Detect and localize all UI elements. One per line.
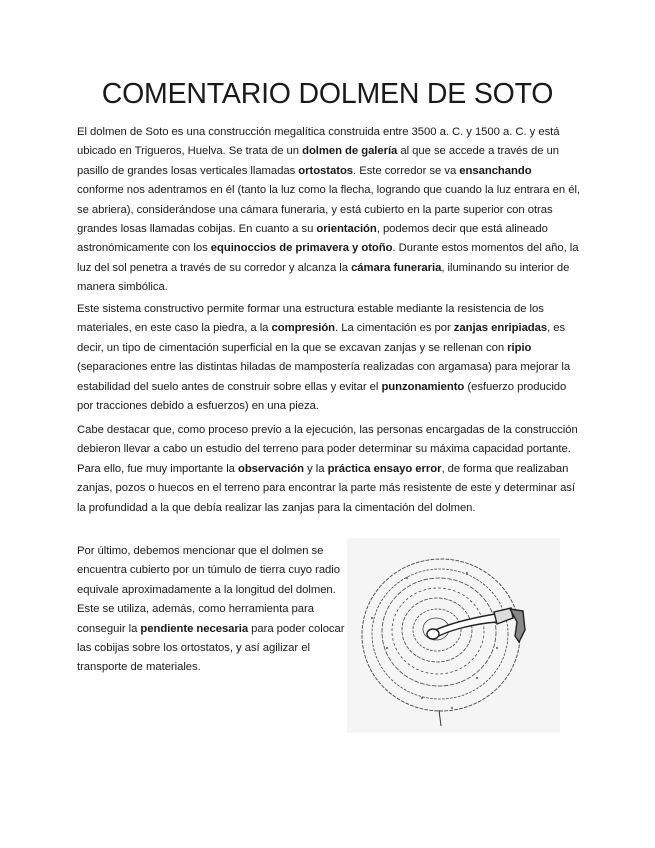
paragraph-3 <box>77 421 581 518</box>
text-run: Por último, debemos mencionar que el dolmen se encuentra cubierto por un túmulo de tierra cuyo radio equivale aproximadamente a la longitud del dolmen. Este se utiliza, además, como herramienta para conseguir la <box>77 545 340 635</box>
paragraph-2 <box>77 300 581 416</box>
text-run: El dolmen de Soto es una construcción megalítica construida entre 3500 a. C. y 1500 a. C. y está ubicado en Trigueros, Huelva. Se trata de un <box>77 126 560 158</box>
text-run: . La cimentación es por <box>335 322 454 335</box>
text-run: para poder colocar las cobijas sobre los ortostatos, y así agilizar el transporte de materiales. <box>77 622 345 674</box>
text-run: , de forma que realizaban zanjas, pozos o huecos en el terreno para encontrar la parte más resistente de este y determinar así la profundidad a la que debía realizar las zanjas para la cimentación del dolmen. <box>77 462 575 514</box>
text-run: al que se accede a través de un pasillo de grandes losas verticales llamadas <box>77 145 559 177</box>
emphasized-term: ripio <box>507 341 532 354</box>
text-run: (separaciones entre las distintas hiladas de mampostería realizadas con argamasa) para mejorar la estabilidad del suelo antes de construir sobre ellas y evitar el <box>77 361 571 393</box>
emphasized-term: orientación <box>316 223 377 236</box>
emphasized-term: pendiente necesaria <box>140 622 249 635</box>
text-run: Este sistema constructivo permite formar una estructura estable mediante la resistencia de los materiales, en este caso la piedra, a la <box>77 303 544 335</box>
emphasized-term: equinoccios de primavera y otoño <box>210 242 393 255</box>
dolmen-corridor <box>427 608 525 642</box>
text-run: conforme nos adentramos en él (tanto la luz como la flecha, logrando que cuando la luz entrara en él, se abriera), considerándose una cámara funeraria, y está cubierto en la parte superior con otras grandes losas llamadas cobijas. En cuanto a su <box>77 184 580 236</box>
emphasized-term: ortostatos <box>298 164 354 177</box>
tumulus-plan-drawing-icon <box>347 538 560 733</box>
emphasized-term: observación <box>237 462 304 475</box>
text-run: Cabe destacar que, como proceso previo a la ejecución, las personas encargadas de la construcción debieron llevar a cabo un estudio del terreno para poder determinar su máxima capacidad portante. Para ello, fue muy importante la <box>77 424 578 475</box>
emphasized-term: cámara funeraria <box>351 261 442 274</box>
text-run: , podemos decir que está alineado astronómicamente con los <box>77 223 548 255</box>
text-run: , es decir, un tipo de cimentación superficial en la que se excavan zanjas y se rellenan con <box>77 322 566 354</box>
emphasized-term: compresión <box>271 322 336 335</box>
emphasized-term: ensanchando <box>459 164 532 177</box>
emphasized-term: dolmen de galería <box>302 145 398 158</box>
emphasized-term: zanjas enripiadas <box>453 322 548 335</box>
stone-marks <box>371 572 498 709</box>
text-run: . Durante estos momentos del año, la luz del sol penetra a través de su corredor y alcanza la <box>77 242 579 274</box>
page-title: COMENTARIO DOLMEN DE SOTO <box>101 78 554 110</box>
paragraph-1 <box>77 123 581 298</box>
text-run: (esfuerzo producido por tracciones debido a esfuerzos) en una pieza. <box>77 380 567 413</box>
text-run: . Este corredor se va <box>353 164 460 177</box>
emphasized-term: punzonamiento <box>381 380 465 393</box>
paragraph-4 <box>77 542 345 678</box>
text-run: , iluminando su interior de manera simbólica. <box>77 261 570 294</box>
emphasized-term: práctica ensayo error <box>327 462 442 475</box>
text-run: y la <box>304 462 328 475</box>
dolmen-tumulus-illustration <box>347 538 560 733</box>
